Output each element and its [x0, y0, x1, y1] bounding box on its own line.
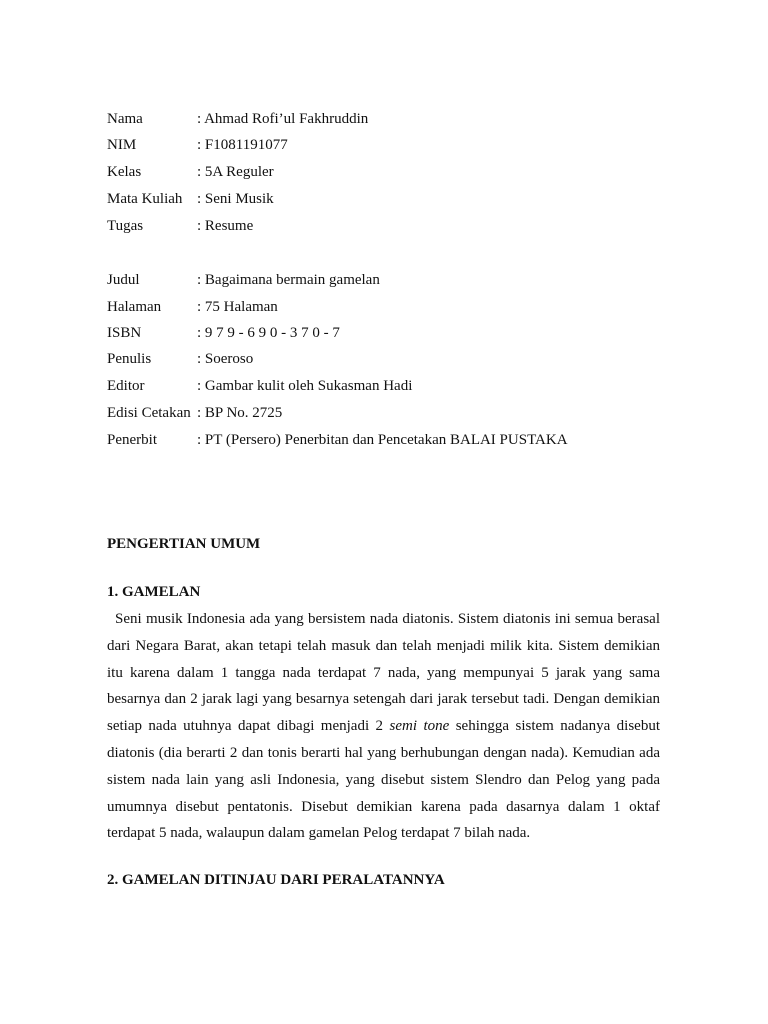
book-label: Penulis: [107, 351, 152, 367]
section-heading-peralatan: 2. GAMELAN DITINJAU DARI PERALATANNYA: [107, 872, 445, 888]
book-value: : Soeroso: [197, 351, 254, 367]
book-value: : PT (Persero) Penerbitan dan Pencetakan BALAI PUSTAKA: [197, 432, 568, 448]
book-value: : Gambar kulit oleh Sukasman Hadi: [197, 378, 413, 394]
identity-label: Kelas: [107, 164, 142, 180]
book-label: ISBN: [107, 325, 142, 341]
identity-value: : Ahmad Rofi’ul Fakhruddin: [197, 111, 369, 127]
identity-value: : F1081191077: [197, 137, 288, 153]
paragraph-text: sehingga sistem nadanya disebut diatonis (dia berarti 2 dan tonis berarti hal yang berhubungan dengan nada). Kemudian ada sistem nada lain yang asli Indonesia, yang disebut sistem Slendro dan Pelog yang pada umumnya disebut pentatonis. Disebut demikian karena pada dasarnya dalam 1 oktaf terdapat 5 nada, walaupun dalam gamelan Pelog terdapat 7 bilah nada.: [107, 718, 661, 842]
book-label: Editor: [107, 378, 145, 394]
book-value: : Bagaimana bermain gamelan: [197, 272, 380, 288]
section-heading-gamelan: 1. GAMELAN: [107, 584, 201, 600]
identity-label: NIM: [107, 137, 137, 153]
book-value: : BP No. 2725: [197, 405, 283, 421]
book-label: Halaman: [107, 299, 162, 315]
identity-value: : Seni Musik: [197, 191, 274, 207]
book-value: : 9 7 9 - 6 9 0 - 3 7 0 - 7: [197, 325, 340, 341]
book-label: Penerbit: [107, 432, 157, 448]
section-title: PENGERTIAN UMUM: [107, 536, 261, 552]
book-value: : 75 Halaman: [197, 299, 278, 315]
book-label: Edisi Cetakan: [107, 405, 191, 421]
identity-label: Tugas: [107, 218, 144, 234]
identity-label: Nama: [107, 111, 143, 127]
identity-value: : Resume: [197, 218, 254, 234]
paragraph-gamelan: [107, 606, 660, 847]
identity-label: Mata Kuliah: [107, 191, 183, 207]
book-label: Judul: [107, 272, 140, 288]
italic-term: semi tone: [389, 718, 450, 735]
paragraph-text: Seni musik Indonesia ada yang bersistem nada diatonis. Sistem diatonis ini semua berasal dari Negara Barat, akan tetapi telah masuk dan telah menjadi milik kita. Sistem demikian itu karena dalam 1 tangga nada terdapat 7 nada, yang mempunyai 5 jarak yang sama besarnya dan 2 jarak lagi yang besarnya setengah dari jarak tersebut tadi. Dengan demikian setiap nada utuhnya dapat dibagi menjadi 2: [107, 611, 660, 735]
identity-value: : 5A Reguler: [197, 164, 274, 180]
